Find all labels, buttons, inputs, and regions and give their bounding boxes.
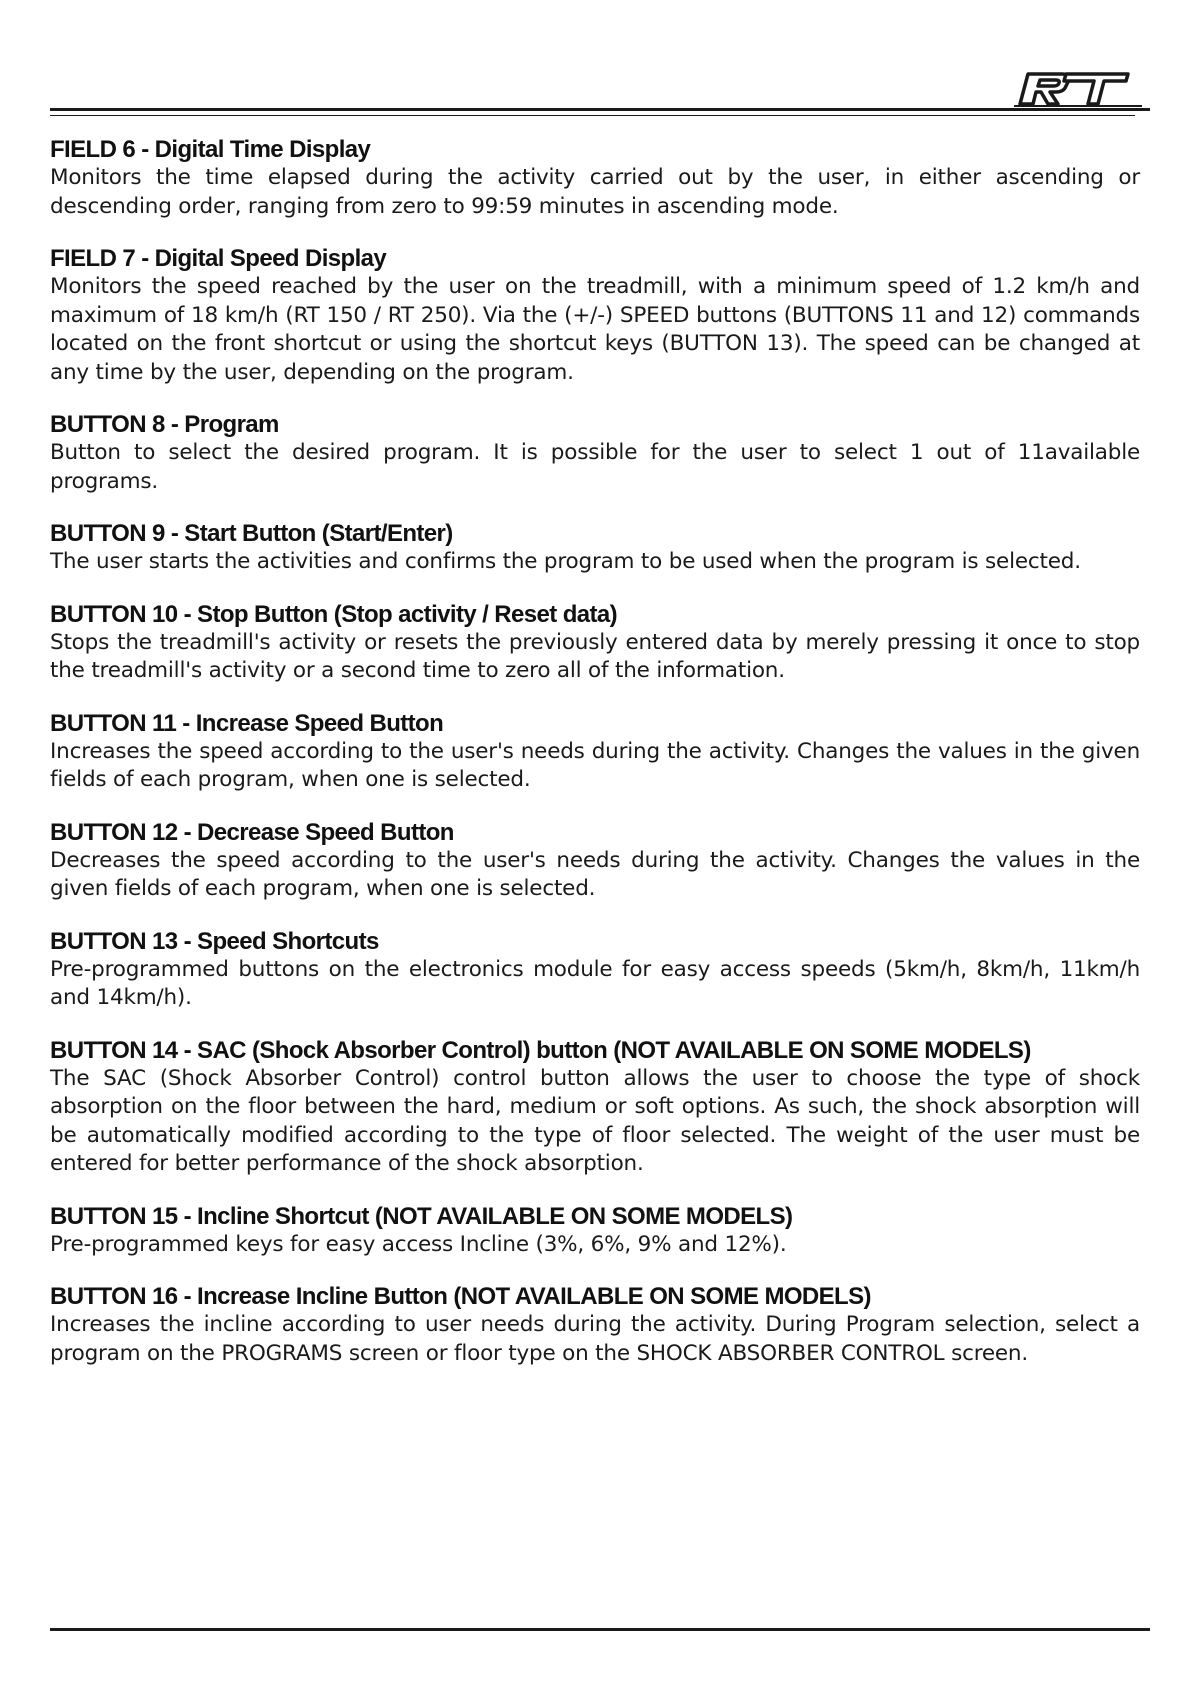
section-title: BUTTON 14 - SAC (Shock Absorber Control) button (NOT AVAILABLE ON SOME MODELS) — [50, 1036, 1031, 1064]
section-body: Pre-programmed buttons on the electronics module for easy access speeds (5km/h, 8km/h, 11km/h and 14km/h). — [50, 956, 1140, 1010]
section-button-10 — [50, 601, 1140, 686]
section-body: Monitors the time elapsed during the activity carried out by the user, in either ascending or descending order, ranging from zero to 99:59 minutes in ascending mode. — [50, 165, 1140, 219]
section-title: FIELD 7 - Digital Speed Display — [50, 245, 387, 272]
section-body: Decreases the speed according to the user's needs during the activity. Changes the values in the given fields of each program, when one is selected. — [50, 847, 1140, 901]
section-button-13 — [50, 928, 1140, 1013]
section-button-11 — [50, 710, 1140, 795]
section-body: Pre-programmed keys for easy access Incline (3%, 6%, 9% and 12%). — [50, 1231, 787, 1257]
section-title: BUTTON 16 - Increase Incline Button (NOT AVAILABLE ON SOME MODELS) — [50, 1283, 871, 1310]
section-body: Increases the speed according to the user's needs during the activity. Changes the values in the given fields of each program, when one is selected. — [50, 738, 1140, 792]
section-button-8 — [50, 411, 1140, 496]
header-divider-thin — [50, 115, 1135, 116]
header-divider — [50, 108, 1150, 120]
manual-content — [50, 136, 1140, 1392]
section-body: Monitors the speed reached by the user on the treadmill, with a minimum speed of 1.2 km/h and maximum of 18 km/h (RT 150 / RT 250). Via the (+/-) SPEED buttons (BUTTONS 11 and 12) commands located on the front shortcut or using the shortcut keys (BUTTON 13). The speed can be changed at any time by the user, depending on the program. — [50, 274, 1140, 385]
section-title: BUTTON 8 - Program — [50, 411, 279, 438]
section-title: BUTTON 13 - Speed Shortcuts — [50, 927, 379, 955]
section-title: BUTTON 15 - Incline Shortcut (NOT AVAILABLE ON SOME MODELS) — [50, 1202, 793, 1230]
section-title: FIELD 6 - Digital Time Display — [50, 136, 371, 163]
section-button-12 — [50, 819, 1140, 904]
section-title: BUTTON 9 - Start Button (Start/Enter) — [50, 520, 453, 547]
section-field-6 — [50, 136, 1140, 221]
section-body: The SAC (Shock Absorber Control) control button allows the user to choose the type of shock absorption on the floor between the hard, medium or soft options. As such, the shock absorption will be automatically modified according to the type of floor selected. The weight of the user must be entered for better performance of the shock absorption. — [50, 1065, 1140, 1176]
section-title: BUTTON 10 - Stop Button (Stop activity / Reset data) — [50, 600, 618, 628]
header-divider-thick — [50, 108, 1150, 111]
section-body: Button to select the desired program. It is possible for the user to select 1 out of 11available programs. — [50, 440, 1140, 494]
footer-divider — [50, 1628, 1150, 1631]
section-button-15 — [50, 1203, 1140, 1260]
section-body: The user starts the activities and confirms the program to be used when the program is selected. — [50, 549, 1081, 574]
section-body: Increases the incline according to user needs during the activity. During Program selection, select a program on the PROGRAMS screen or floor type on the SHOCK ABSORBER CONTROL screen. — [50, 1312, 1140, 1366]
section-button-14 — [50, 1037, 1140, 1179]
section-field-7 — [50, 245, 1140, 387]
section-title: BUTTON 12 - Decrease Speed Button — [50, 818, 454, 846]
rt-brand-logo-icon — [1010, 66, 1150, 110]
section-title: BUTTON 11 - Increase Speed Button — [50, 709, 444, 737]
section-button-9 — [50, 520, 1140, 577]
section-body: Stops the treadmill's activity or resets the previously entered data by merely pressing it once to stop the treadmill's activity or a second time to zero all of the information. — [50, 629, 1140, 683]
section-button-16 — [50, 1283, 1140, 1368]
